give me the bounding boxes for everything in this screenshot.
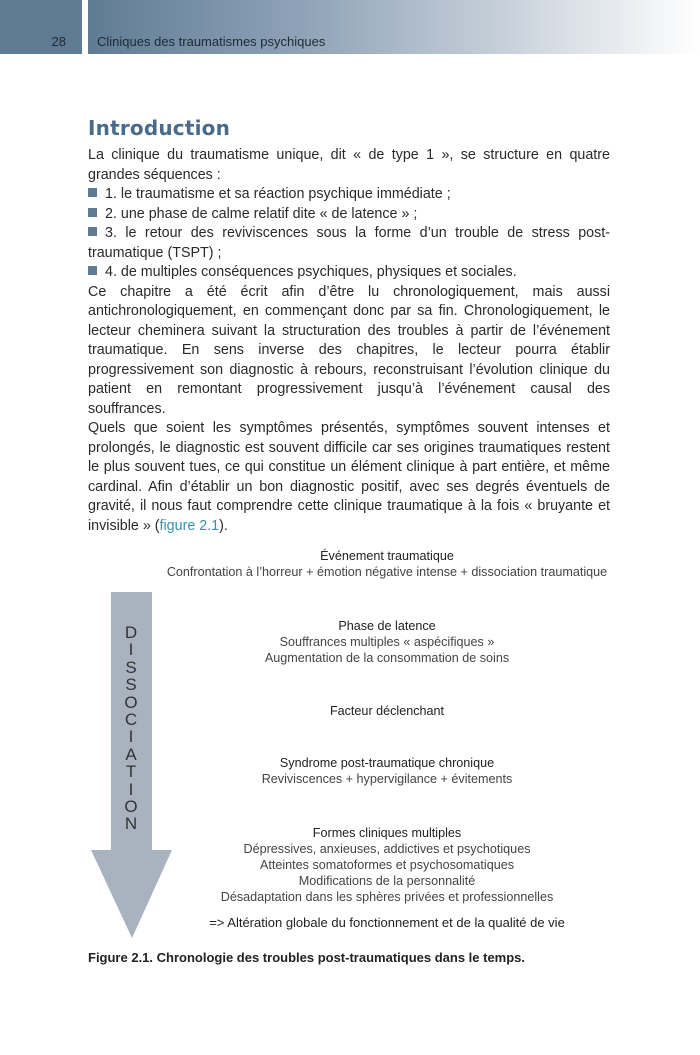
letter: A xyxy=(125,744,137,764)
letter: I xyxy=(128,640,134,660)
block-title: Formes cliniques multiples xyxy=(312,826,462,840)
section-title: Introduction xyxy=(88,116,231,140)
letter: O xyxy=(124,692,138,712)
block-line: Dépressives, anxieuses, addictives et psychotiques xyxy=(243,842,531,856)
list-item xyxy=(88,185,610,205)
block-line: Atteintes somatoformes et psychosomatiques xyxy=(259,858,515,872)
main-content xyxy=(88,116,610,536)
letter: C xyxy=(124,710,138,730)
block-syndrome-chronique xyxy=(156,755,618,787)
bullet-square-icon xyxy=(88,227,97,236)
page-number: 28 xyxy=(51,34,66,49)
block-facteur-declenchant xyxy=(156,703,618,719)
list-item xyxy=(88,263,610,283)
bullet-square-icon xyxy=(88,188,97,197)
block-formes-cliniques xyxy=(156,825,618,905)
sequence-list xyxy=(88,185,610,283)
block-line: Augmentation de la consommation de soins xyxy=(264,651,510,665)
letter: I xyxy=(128,727,134,747)
letter: I xyxy=(128,779,134,799)
block-title: Syndrome post-traumatique chronique xyxy=(279,756,495,770)
block-line: Modifications de la personnalité xyxy=(298,874,476,888)
letter: S xyxy=(125,657,137,677)
page-header xyxy=(0,0,700,54)
block-line: Désadaptation dans les sphères privées et professionnelles xyxy=(220,890,554,904)
dissociation-label xyxy=(111,624,151,833)
figure-2-1 xyxy=(88,548,618,948)
block-phase-latence xyxy=(156,618,618,666)
running-title-bar xyxy=(88,0,700,54)
block-line: Souffrances multiples « aspécifiques » xyxy=(279,635,495,649)
list-item xyxy=(88,224,610,263)
list-item-text: 2. une phase de calme relatif dite « de latence » ; xyxy=(105,205,418,222)
list-item-text: 4. de multiples conséquences psychiques, physiques et sociales. xyxy=(105,264,517,280)
block-line: Reviviscences + hypervigilance + évitements xyxy=(261,772,513,786)
list-item-text: 1. le traumatisme et sa réaction psychique immédiate ; xyxy=(105,186,451,202)
page-number-block xyxy=(0,0,82,54)
intro-paragraph: La clinique du traumatisme unique, dit « de type 1 », se structure en quatre grandes séquences : xyxy=(88,147,610,183)
block-title: Phase de latence xyxy=(338,619,436,633)
block-title: Événement traumatique xyxy=(320,549,454,563)
figure-conclusion: => Altération globale du fonctionnement et de la qualité de vie xyxy=(209,915,565,930)
diagnosis-paragraph xyxy=(88,419,610,536)
bullet-square-icon xyxy=(88,266,97,275)
block-evenement-traumatique xyxy=(156,548,618,580)
running-title: Cliniques des traumatismes psychiques xyxy=(97,34,326,49)
letter: N xyxy=(124,814,138,834)
block-line: Confrontation à l’horreur + émotion négative intense + dissociation traumatique xyxy=(166,565,608,579)
chapter-reading-paragraph: Ce chapitre a été écrit afin d’être lu chronologiquement, mais aussi antichronologiquement, en commençant donc par sa fin. Chronologiquement, le lecteur cheminera suivant la structuration des troubles à partir de l’événement traumatique. En sens inverse des chapitres, le lecteur pourra établir progressivement son diagnostic à rebours, reconstruisant l’évolution clinique du patient en remontant progressivement jusqu’à l’événement causal des souffrances. xyxy=(88,283,610,417)
figure-reference-link[interactable]: figure 2.1 xyxy=(159,517,220,534)
letter: T xyxy=(125,762,137,782)
bullet-square-icon xyxy=(88,208,97,217)
letter: D xyxy=(124,623,138,642)
letter: S xyxy=(125,675,137,695)
block-title: Facteur déclenchant xyxy=(329,704,445,718)
list-item xyxy=(88,205,610,225)
paragraph-text: Quels que soient les symptômes présentés, symptômes souvent intenses et prolongés, le diagnostic est souvent difficile car ses origines traumatiques restent le plus souvent tues, ce qui constitue un élément clinique à part entière, et même cardinal. Afin d’établir un bon diagnostic positif, avec ses degrés éventuels de gravité, il nous faut comprendre cette clinique traumatique à la fois « bruyante et invisible » ( xyxy=(88,420,610,534)
paragraph-end: ). xyxy=(219,517,228,534)
figure-caption: Figure 2.1. Chronologie des troubles post-traumatiques dans le temps. xyxy=(88,950,526,965)
letter: O xyxy=(124,797,138,817)
list-item-text: 3. le retour des reviviscences sous la forme d’un trouble de stress post-traumatique (TSPT) ; xyxy=(88,225,610,261)
